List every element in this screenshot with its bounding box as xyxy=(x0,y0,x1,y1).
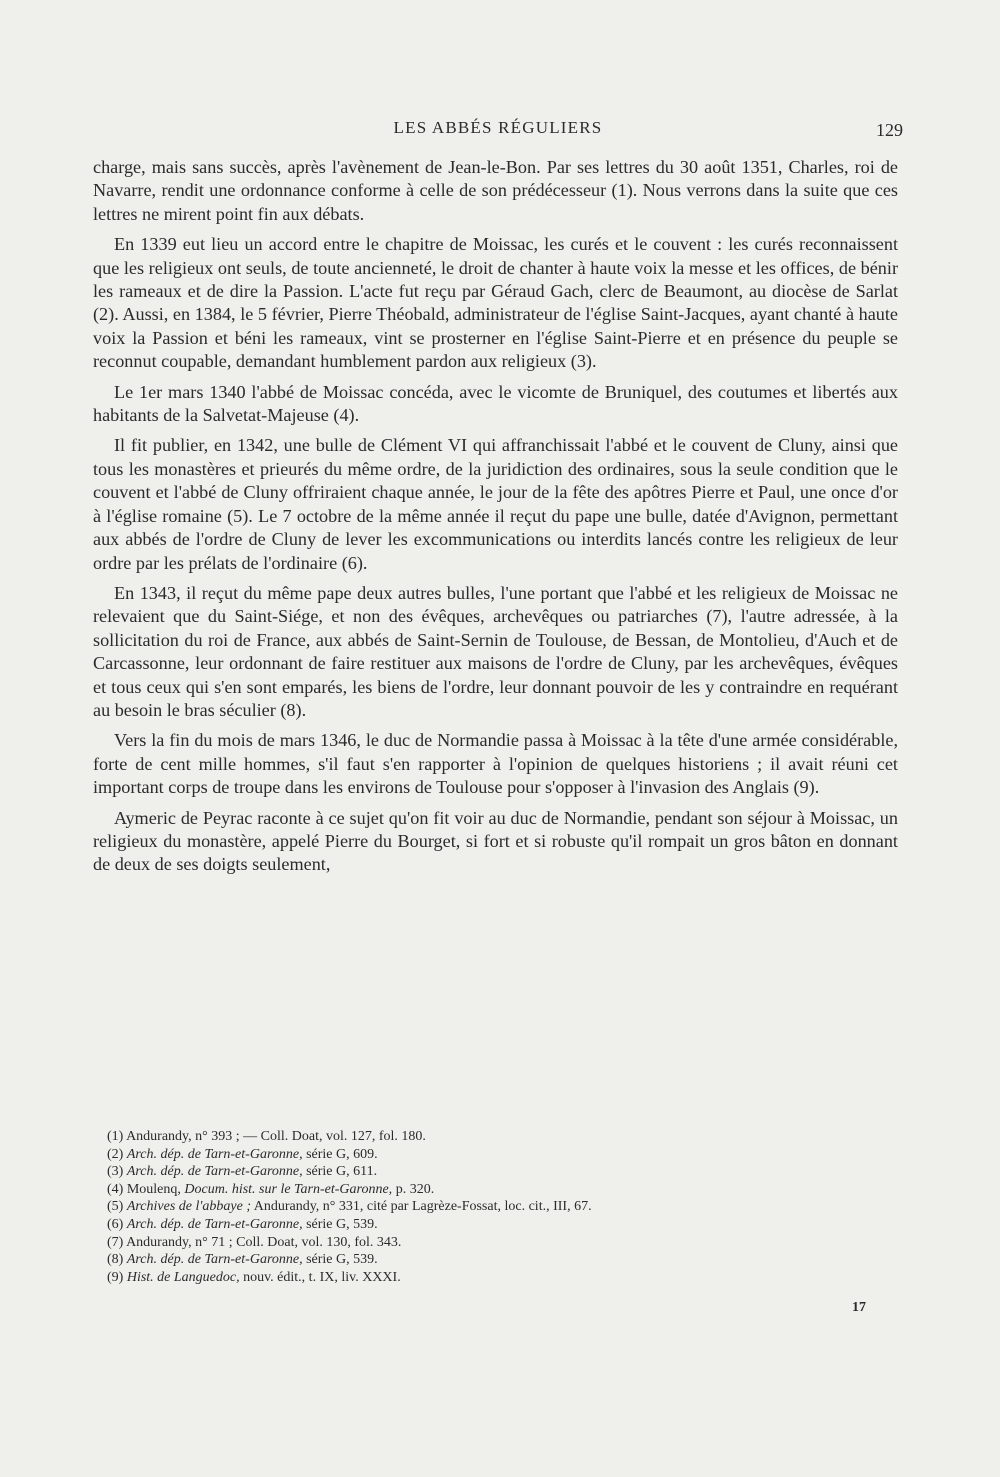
paragraph: Le 1er mars 1340 l'abbé de Moissac concéda, avec le vicomte de Bruniquel, des coutumes et libertés aux habitants de la Salvetat-Majeuse (4). xyxy=(93,381,898,426)
paragraph: Il fit publier, en 1342, une bulle de Clément VI qui affranchissait l'abbé et le couvent de Cluny, ainsi que tous les monastères et prieurés du même ordre, de la juridiction des ordinaires, sous la seule condition que le couvent et l'abbé de Cluny offriraient chaque année, le jour de la fête des apôtres Pierre et Paul, une once d'or à l'église romaine (5). Le 7 octobre de la même année il reçut du pape une bulle, datée d'Avignon, permettant aux abbés de l'ordre de Cluny de lever les excommunications ou interdits lancés contre les religieux de leur ordre par les prélats de l'ordinaire (6). xyxy=(93,435,898,573)
footnote: (4) Moulenq, Docum. hist. sur le Tarn-et-Garonne, p. 320. xyxy=(107,1181,435,1197)
printer-signature: 17 xyxy=(852,1300,866,1315)
footnote: (6) Arch. dép. de Tarn-et-Garonne, série G, 539. xyxy=(107,1216,378,1232)
footnote: (7) Andurandy, n° 71 ; Coll. Doat, vol. 130, fol. 343. xyxy=(107,1234,402,1250)
footnotes xyxy=(107,1128,827,1286)
footnote: (1) Andurandy, n° 393 ; — Coll. Doat, vol. 127, fol. 180. xyxy=(107,1129,426,1144)
body-text xyxy=(93,156,898,884)
running-title: LES ABBÉS RÉGULIERS xyxy=(393,118,603,137)
paragraph: charge, mais sans succès, après l'avènement de Jean-le-Bon. Par ses lettres du 30 août 1351, Charles, roi de Navarre, rendit une ordonnance conforme à celle de son prédécesseur (1). Nous verrons dans la suite que ces lettres ne mirent point fin aux débats. xyxy=(93,157,898,224)
paragraph: En 1339 eut lieu un accord entre le chapitre de Moissac, les curés et le couvent : les curés reconnaissent que les religieux ont seuls, de toute ancienneté, le droit de chanter à haute voix la messe et les offices, de bénir les rameaux et de dire la Passion. L'acte fut reçu par Géraud Gach, clerc de Beaumont, au diocèse de Sarlat (2). Aussi, en 1384, le 5 février, Pierre Théobald, administrateur de l'église Saint-Jacques, ayant chanté à haute voix la Passion et béni les rameaux, vint se prosterner en l'église Saint-Pierre et en présence du peuple se reconnut coupable, demandant humblement pardon aux religieux (3). xyxy=(93,234,898,372)
footnote: (3) Arch. dép. de Tarn-et-Garonne, série G, 611. xyxy=(107,1164,378,1180)
footnote: (5) Archives de l'abbaye ; Andurandy, n° 331, cité par Lagrèze-Fossat, loc. cit., III, 67. xyxy=(107,1199,592,1215)
running-header xyxy=(93,118,903,142)
footnote: (8) Arch. dép. de Tarn-et-Garonne, série G, 539. xyxy=(107,1252,378,1268)
footnote: (9) Hist. de Languedoc, nouv. édit., t. IX, liv. XXXI. xyxy=(107,1269,401,1285)
footnote: (2) Arch. dép. de Tarn-et-Garonne, série G, 609. xyxy=(107,1146,378,1162)
paragraph: Aymeric de Peyrac raconte à ce sujet qu'on fit voir au duc de Normandie, pendant son séjour à Moissac, un religieux du monastère, appelé Pierre du Bourget, si fort et si robuste qu'il rompait un gros bâton en donnant de deux de ses doigts seulement, xyxy=(93,807,898,875)
page-number: 129 xyxy=(876,120,903,140)
paragraph: Vers la fin du mois de mars 1346, le duc de Normandie passa à Moissac à la tête d'une armée considérable, forte de cent mille hommes, s'il faut s'en rapporter à l'opinion de quelques historiens ; il avait réuni cet important corps de troupe dans les environs de Toulouse pour s'opposer à l'invasion des Anglais (9). xyxy=(93,730,898,798)
paragraph: En 1343, il reçut du même pape deux autres bulles, l'une portant que l'abbé et les religieux de Moissac ne relevaient que du Saint-Siége, et non des évêques, archevêques ou patriarches (7), l'autre adressée, à la sollicitation du roi de France, aux abbés de Saint-Sernin de Toulouse, de Bessan, de Montolieu, d'Auch et de Carcassonne, leur ordonnant de faire restituer aux maisons de l'ordre de Cluny, par les archevêques, évêques et tous ceux qui s'en sont emparés, les biens de l'ordre, leur donnant pouvoir de les y contraindre en requérant au besoin le bras séculier (8). xyxy=(93,582,898,720)
